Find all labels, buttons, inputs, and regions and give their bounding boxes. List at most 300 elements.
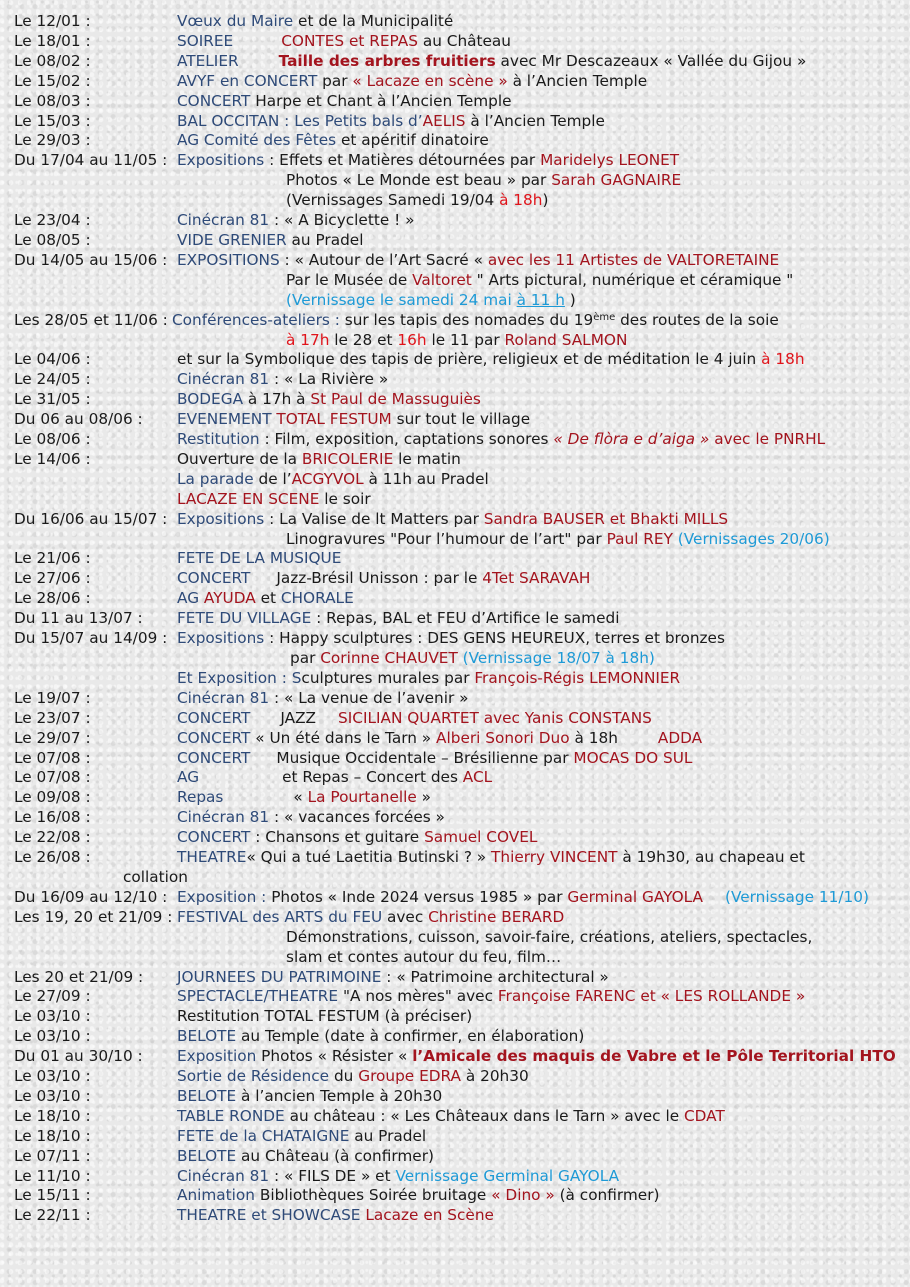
text-segment: (Vernissages Samedi 19/04 (286, 191, 500, 210)
event-description (177, 609, 619, 629)
event-date: Le 08/02 : (14, 51, 91, 70)
event-description (177, 510, 728, 530)
agenda-row (14, 629, 904, 649)
event-description (177, 231, 363, 251)
text-segment: FETE de la CHATAIGNE (177, 1126, 350, 1145)
event-description (177, 768, 492, 788)
event-date: Le 04/06 : (14, 350, 91, 369)
event-date: Le 23/07 : (14, 708, 91, 727)
text-segment: Exposition (177, 1047, 257, 1066)
event-description (177, 151, 679, 171)
text-segment: : La Valise de lt Matters par (264, 509, 484, 528)
agenda-row (14, 470, 904, 490)
agenda-row (14, 948, 904, 968)
event-date: Le 03/10 : (14, 1067, 91, 1086)
text-segment: THEATRE (177, 848, 247, 867)
text-segment: « Un été dans le Tarn » (250, 728, 437, 747)
text-segment: : « La venue de l’avenir » (269, 688, 469, 707)
text-segment: Jazz-Brésil Unisson : par le (276, 569, 483, 588)
text-segment: TOTAL FESTUM (276, 410, 392, 429)
agenda-row (14, 231, 904, 251)
text-segment: TABLE RONDE (177, 1106, 285, 1125)
text-segment: Germinal GAYOLA (567, 887, 703, 906)
text-segment: avec le PNRHL (709, 430, 826, 449)
agenda-row (14, 131, 904, 151)
event-description (177, 112, 605, 132)
agenda-row (14, 430, 904, 450)
agenda-row (14, 450, 904, 470)
agenda-row (14, 510, 904, 530)
event-description (177, 788, 431, 808)
text-segment: Corinne CHAUVET (320, 649, 458, 667)
event-date: Du 11 au 13/07 : (14, 609, 143, 628)
text-segment: Cinécran 81 (177, 1166, 270, 1185)
event-date: Le 11/10 : (14, 1166, 91, 1185)
agenda-row (14, 12, 904, 32)
agenda-row (14, 589, 904, 609)
text-segment: AELIS (422, 111, 466, 130)
text-segment: à 17h à (243, 390, 311, 409)
text-segment: BELOTE (177, 1086, 237, 1105)
event-description (177, 251, 779, 271)
event-date: Le 19/07 : (14, 688, 91, 707)
event-description (177, 470, 489, 490)
text-segment: à 20h30 (460, 1067, 529, 1086)
event-date: Les 20 et 21/09 : (14, 967, 144, 986)
text-segment: au Château (417, 31, 511, 50)
event-date: Les 28/05 et 11/06 : (14, 310, 168, 329)
text-segment: JAZZ (280, 708, 317, 727)
text-segment: sur tout le village (391, 410, 531, 429)
agenda-row (14, 709, 904, 729)
event-date: Le 29/07 : (14, 728, 91, 747)
event-date: Le 07/11 : (14, 1146, 91, 1165)
event-date: Le 18/01 : (14, 31, 91, 50)
text-segment: : « La Rivière » (269, 370, 389, 389)
text-segment: Christine BERARD (428, 907, 565, 926)
agenda-row (14, 729, 904, 749)
event-date: Du 06 au 08/06 : (14, 410, 143, 429)
text-segment: CONCERT (177, 91, 251, 110)
text-segment: à l’Ancien Temple (465, 111, 605, 130)
text-segment: CONCERT (177, 748, 251, 767)
event-date: Le 12/01 : (14, 12, 91, 30)
agenda-row (14, 689, 904, 709)
text-segment: : Happy sculptures : DES GENS HEUREUX, terres et bronzes (264, 629, 725, 648)
text-segment: Sortie de Résidence (177, 1067, 330, 1086)
agenda-row (14, 868, 904, 888)
text-segment: à 19h30, au chapeau et (617, 848, 805, 867)
event-description (177, 1206, 494, 1226)
event-description (177, 211, 414, 231)
agenda-row (14, 928, 904, 948)
agenda-row (14, 92, 904, 112)
event-description (177, 370, 388, 390)
event-description (177, 808, 445, 828)
text-segment: EVENEMENT (177, 410, 277, 429)
text-segment: Exposition : (177, 887, 267, 906)
text-segment: AG (177, 768, 200, 787)
text-segment: Par le Musée de (286, 270, 413, 289)
event-date: Le 22/11 : (14, 1206, 91, 1225)
text-segment: CONTES et REPAS (281, 31, 418, 50)
agenda-row (14, 649, 904, 669)
event-date: Du 16/09 au 12/10 : (14, 887, 168, 906)
event-date: Le 08/03 : (14, 91, 91, 110)
text-segment: sur les tapis des nomades du 19 (339, 310, 594, 329)
text-segment: Cinécran 81 (177, 688, 270, 707)
text-segment: FESTIVAL des ARTS du FEU (177, 907, 383, 926)
event-description (177, 390, 481, 410)
text-segment: ADDA (657, 728, 703, 747)
event-description (177, 1147, 434, 1167)
text-segment: CDAT (683, 1106, 725, 1125)
event-date: Le 08/05 : (14, 230, 91, 249)
agenda-row (14, 1047, 904, 1067)
text-segment: au Temple (date à confirmer, en élaboration) (236, 1027, 585, 1046)
text-segment: : « Patrimoine architectural » (381, 967, 609, 986)
event-date: Du 16/06 au 15/07 : (14, 509, 168, 528)
text-segment: ACGYVOL (291, 469, 364, 488)
agenda-row (14, 410, 904, 430)
event-description (286, 271, 793, 291)
text-segment: le 28 et (329, 330, 398, 349)
text-segment: THEATRE et SHOWCASE (177, 1206, 361, 1225)
event-description (177, 689, 469, 709)
text-segment: « (293, 788, 308, 807)
event-date: Le 23/04 : (14, 211, 91, 230)
event-description (290, 649, 655, 669)
text-segment: CONCERT (177, 708, 251, 727)
event-description (177, 828, 537, 848)
text-segment: ) (564, 290, 576, 309)
text-segment: : Repas, BAL et FEU d’Artifice le samedi (311, 609, 620, 628)
text-segment: à 17h (286, 330, 330, 349)
text-segment: » (416, 788, 432, 807)
agenda-row (14, 1007, 904, 1027)
text-segment: Roland SALMON (504, 330, 628, 349)
text-segment: Expositions (177, 629, 265, 648)
event-date: Le 18/10 : (14, 1126, 91, 1145)
event-date: Le 18/10 : (14, 1106, 91, 1125)
agenda-row (14, 1067, 904, 1087)
text-segment: et de la Municipalité (293, 12, 454, 30)
text-segment: Repas (177, 788, 224, 807)
agenda-row (14, 1127, 904, 1147)
agenda-row (14, 1206, 904, 1226)
event-description (177, 908, 564, 928)
text-segment: SOIREE (177, 31, 234, 50)
text-segment: ACL (462, 768, 493, 787)
event-description (177, 1127, 426, 1147)
agenda-row (14, 908, 904, 928)
text-segment: Paul REY (606, 529, 673, 548)
event-description (177, 450, 461, 470)
event-date: Le 28/06 : (14, 589, 91, 608)
agenda-row (14, 968, 904, 988)
text-segment: Cinécran 81 (177, 808, 270, 827)
text-segment: Vernissage Germinal GAYOLA (395, 1166, 620, 1185)
event-date: Le 16/08 : (14, 808, 91, 827)
text-segment: Linogravures "Pour l’humour de l’art" par (286, 529, 607, 548)
text-segment: à 11h au Pradel (363, 469, 489, 488)
agenda-list (14, 12, 904, 1226)
text-segment: : « FILS DE » et (269, 1166, 396, 1185)
agenda-row (14, 1186, 904, 1206)
text-segment: à 11 h (516, 290, 565, 309)
event-date: Du 15/07 au 14/09 : (14, 629, 168, 648)
text-segment: CONCERT (177, 569, 251, 588)
event-date: Le 08/06 : (14, 430, 91, 449)
event-date: Le 31/05 : (14, 390, 91, 409)
event-description (177, 1167, 619, 1187)
text-segment: VIDE GRENIER (177, 230, 287, 249)
text-segment: à l’ancien Temple à 20h30 (236, 1086, 443, 1105)
text-segment: et apéritif dinatoire (336, 131, 489, 150)
text-segment: « Qui a tué Laetitia Butinski ? » (246, 848, 492, 867)
text-segment: Vœux du Maire (177, 12, 294, 30)
event-description (177, 1067, 529, 1087)
text-segment: : « vacances forcées » (269, 808, 445, 827)
event-date: Du 14/05 au 15/06 : (14, 250, 168, 269)
text-segment: Ouverture de la (177, 449, 302, 468)
text-segment: "A nos mères" avec (338, 987, 498, 1006)
text-segment: Musique Occidentale – Brésilienne par (276, 748, 574, 767)
agenda-row (14, 669, 904, 689)
text-segment: AYUDA (203, 589, 256, 608)
event-date: Le 03/10 : (14, 1086, 91, 1105)
agenda-row (14, 331, 904, 351)
event-description (177, 350, 805, 370)
text-segment: « Lacaze en scène » (352, 71, 508, 90)
text-segment: au Pradel (286, 230, 364, 249)
agenda-row (14, 271, 904, 291)
event-description (177, 968, 609, 988)
event-date: Les 19, 20 et 21/09 : (14, 907, 173, 926)
agenda-row (14, 72, 904, 92)
text-segment: au château : « Les Châteaux dans le Tarn » avec le (284, 1106, 684, 1125)
agenda-row (14, 32, 904, 52)
agenda-row (14, 888, 904, 908)
text-segment: : Chansons et guitare (250, 828, 425, 847)
text-segment: à 18h (499, 191, 543, 210)
agenda-row (14, 1027, 904, 1047)
agenda-row (14, 1087, 904, 1107)
event-description (177, 1007, 472, 1027)
agenda-row (14, 1147, 904, 1167)
event-description (177, 12, 453, 32)
text-segment: Taille des arbres fruitiers (278, 51, 496, 70)
event-date: Le 03/10 : (14, 1027, 91, 1046)
agenda-row (14, 987, 904, 1007)
text-segment: Démonstrations, cuisson, savoir-faire, créations, ateliers, spectacles, (286, 927, 813, 946)
text-segment: ATELIER (177, 51, 239, 70)
text-segment: Et Exposition : S (177, 668, 302, 687)
event-date: Le 27/06 : (14, 569, 91, 588)
text-segment: LACAZE EN SCENE (177, 489, 320, 508)
agenda-row (14, 1167, 904, 1187)
text-segment: Photos « Résister « (256, 1047, 413, 1066)
text-segment: Cinécran 81 (177, 370, 270, 389)
text-segment: Sarah GAGNAIRE (551, 171, 682, 190)
text-segment: Groupe EDRA (358, 1067, 461, 1086)
text-segment: Cinécran 81 (177, 211, 270, 230)
event-description (286, 948, 561, 968)
event-description (177, 32, 511, 52)
text-segment: à l’Ancien Temple (507, 71, 648, 90)
text-segment: par (317, 71, 353, 90)
event-date: Le 24/05 : (14, 370, 91, 389)
event-date: Le 14/06 : (14, 449, 91, 468)
event-date: Le 07/08 : (14, 768, 91, 787)
text-segment: (Vernissage le samedi 24 mai (286, 290, 517, 309)
text-segment: et (255, 589, 281, 608)
text-segment: EXPOSITIONS (177, 250, 280, 269)
text-segment: Photos « Le Monde est beau » par (286, 171, 552, 190)
text-segment: AVYF en CONCERT (177, 71, 318, 90)
text-segment: au Pradel (349, 1126, 427, 1145)
text-segment: : « A Bicyclette ! » (269, 211, 415, 230)
event-date: Le 22/08 : (14, 828, 91, 847)
event-description (286, 928, 812, 948)
text-segment: slam et contes autour du feu, film… (286, 947, 562, 966)
agenda-row (14, 370, 904, 390)
text-segment: CONCERT (177, 828, 251, 847)
agenda-row (14, 211, 904, 231)
event-description (286, 331, 627, 351)
event-description (177, 987, 805, 1007)
text-segment: à 18h (569, 728, 618, 747)
text-segment: « Dino » (491, 1186, 555, 1205)
event-description (177, 848, 805, 868)
text-segment: « De flòra e d’aiga » (553, 430, 710, 449)
event-description (177, 749, 692, 769)
text-segment: 16h (397, 330, 427, 349)
event-date: Le 09/08 : (14, 788, 91, 807)
text-segment: culptures murales par (301, 668, 475, 687)
event-date: Le 15/02 : (14, 71, 91, 90)
text-segment: 4Tet SARAVAH (482, 569, 591, 588)
text-segment: JOURNEES DU PATRIMOINE (177, 967, 382, 986)
event-date: Le 26/08 : (14, 848, 91, 867)
event-description (177, 1047, 896, 1067)
event-description (286, 530, 830, 550)
event-description (177, 72, 647, 92)
event-date: Du 01 au 30/10 : (14, 1047, 143, 1066)
text-segment: Maridelys LEONET (540, 151, 680, 170)
text-segment: Expositions (177, 509, 265, 528)
agenda-row (14, 749, 904, 769)
agenda-row (14, 311, 904, 331)
text-segment: Françoise FARENC et « LES ROLLANDE » (497, 987, 806, 1006)
text-segment: François-Régis LEMONNIER (474, 668, 681, 687)
text-segment: : Film, exposition, captations sonores (259, 430, 554, 449)
event-description (286, 291, 576, 311)
event-date: Le 29/03 : (14, 131, 91, 150)
text-segment: Restitution (177, 430, 260, 449)
agenda-row (14, 530, 904, 550)
text-segment: le 11 par (426, 330, 505, 349)
text-segment: (à confirmer) (554, 1186, 660, 1205)
agenda-row (14, 828, 904, 848)
event-description (177, 490, 371, 510)
event-description (177, 1027, 584, 1047)
event-date: Le 07/08 : (14, 748, 91, 767)
event-description (177, 430, 825, 450)
agenda-row (14, 788, 904, 808)
text-segment: BAL OCCITAN : Les Petits bals d’ (177, 111, 423, 130)
text-segment: avec (382, 907, 429, 926)
agenda-row (14, 350, 904, 370)
agenda-row (14, 768, 904, 788)
text-segment: par (290, 649, 321, 667)
agenda-row (14, 171, 904, 191)
event-description (177, 1186, 659, 1206)
text-segment: SICILIAN QUARTET avec Yanis CONSTANS (338, 708, 652, 727)
agenda-row (14, 251, 904, 271)
text-segment: Expositions (177, 151, 265, 170)
text-segment: l’Amicale des maquis de Vabre et le Pôle Territorial HTO (412, 1047, 896, 1066)
text-segment: Photos « Inde 2024 versus 1985 » par (266, 887, 568, 906)
text-segment: CONCERT (177, 728, 251, 747)
text-segment: ) (542, 191, 549, 210)
agenda-row (14, 1107, 904, 1127)
text-segment: collation (123, 867, 188, 886)
event-description (177, 549, 341, 569)
event-description (177, 669, 680, 689)
text-segment: le matin (393, 449, 461, 468)
agenda-row (14, 191, 904, 211)
event-description (177, 629, 725, 649)
agenda-row (14, 390, 904, 410)
text-segment: Sandra BAUSER et Bhakti MILLS (483, 509, 729, 528)
agenda-row (14, 808, 904, 828)
text-segment: BELOTE (177, 1146, 237, 1165)
text-segment: à 18h (761, 350, 805, 369)
event-description (177, 410, 530, 430)
event-description (123, 868, 188, 888)
text-segment: Bibliothèques Soirée bruitage (255, 1186, 492, 1205)
text-segment: Animation (177, 1186, 255, 1205)
agenda-row (14, 549, 904, 569)
event-description (177, 1087, 442, 1107)
text-segment: BELOTE (177, 1027, 237, 1046)
event-date: Le 27/09 : (14, 987, 91, 1006)
event-description (172, 311, 779, 331)
event-description (177, 52, 806, 72)
text-segment: AG Comité des Fêtes (177, 131, 337, 150)
text-segment: Valtoret (412, 270, 472, 289)
text-segment: avec Mr Descazeaux « Vallée du Gijou » (495, 51, 807, 70)
agenda-row (14, 291, 904, 311)
text-segment: (Vernissage 11/10) (725, 887, 869, 906)
agenda-row (14, 112, 904, 132)
text-segment: Lacaze en Scène (360, 1206, 494, 1225)
text-segment: MOCAS DO SUL (573, 748, 693, 767)
text-segment: " Arts pictural, numérique et céramique " (471, 270, 794, 289)
text-segment: et sur la Symbolique des tapis de prière, religieux et de méditation le 4 juin (177, 350, 762, 369)
event-date: Le 21/06 : (14, 549, 91, 568)
event-description (177, 709, 652, 729)
text-segment: avec les 11 Artistes de VALTORETAINE (487, 250, 780, 269)
agenda-row (14, 490, 904, 510)
agenda-row (14, 151, 904, 171)
agenda-row (14, 569, 904, 589)
text-segment: : « Autour de l’Art Sacré « (279, 250, 488, 269)
event-description (286, 191, 548, 211)
event-description (177, 131, 489, 151)
event-description (177, 569, 590, 589)
